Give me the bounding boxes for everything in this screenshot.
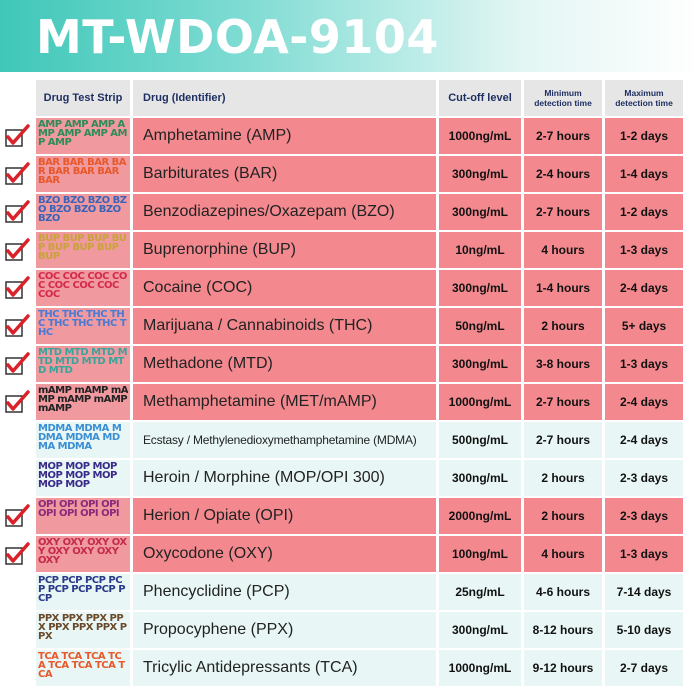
max-detection-cell	[605, 650, 683, 686]
drug-cell	[133, 118, 436, 154]
header-strip: Drug Test Strip	[36, 80, 130, 116]
table-row	[0, 270, 700, 306]
strip-label: BZO BZO BZO BZO BZO BZO BZO BZO	[38, 196, 127, 224]
table-row	[0, 346, 700, 382]
max-detection-value: 7-14 days	[616, 585, 672, 599]
test-strip-image	[36, 308, 130, 344]
cutoff-cell	[439, 612, 521, 648]
min-detection-value: 4-6 hours	[535, 585, 590, 599]
drug-name: Ecstasy / Methylenedioxymethamphetamine (MDMA)	[143, 433, 417, 447]
header-max-line2: detection time	[615, 98, 673, 108]
drug-cell	[133, 194, 436, 230]
test-strip-image	[36, 612, 130, 648]
cutoff-value: 100ng/mL	[451, 547, 508, 561]
header-min-line2: detection time	[534, 98, 592, 108]
min-detection-value: 2-7 hours	[535, 129, 590, 143]
strip-label: BAR BAR BAR BAR BAR BAR BAR BAR	[38, 158, 126, 186]
test-strip-image	[36, 460, 130, 496]
max-detection-cell	[605, 194, 683, 230]
drug-panel-table	[0, 80, 700, 688]
drug-name: Buprenorphine (BUP)	[143, 241, 296, 258]
drug-name: Amphetamine (AMP)	[143, 127, 292, 144]
table-row	[0, 536, 700, 572]
strip-label: COC COC COC COC COC COC COC COC	[38, 272, 127, 300]
checkbox-checked-icon	[4, 162, 30, 188]
strip-label: BUP BUP BUP BUP BUP BUP BUP BUP	[38, 234, 127, 262]
drug-name: Phencyclidine (PCP)	[143, 583, 290, 600]
min-detection-cell	[524, 346, 602, 382]
drug-cell	[133, 460, 436, 496]
drug-cell	[133, 384, 436, 420]
max-detection-value: 2-3 days	[619, 509, 669, 523]
cutoff-value: 1000ng/mL	[448, 129, 512, 143]
test-strip-image	[36, 650, 130, 686]
product-title: MT-WDOA-9104	[36, 10, 439, 64]
strip-label: MOP MOP MOP MOP MOP MOP MOP MOP	[38, 462, 117, 490]
max-detection-value: 1-3 days	[619, 547, 669, 561]
strip-label: mAMP mAMP mAMP mAMP mAMP mAMP	[38, 386, 128, 414]
table-row	[0, 308, 700, 344]
max-detection-cell	[605, 384, 683, 420]
min-detection-cell	[524, 612, 602, 648]
checkbox-checked-icon	[4, 124, 30, 150]
cutoff-value: 300ng/mL	[451, 357, 508, 371]
table-row	[0, 156, 700, 192]
min-detection-value: 2-4 hours	[535, 167, 590, 181]
max-detection-value: 1-2 days	[619, 129, 669, 143]
max-detection-cell	[605, 612, 683, 648]
drug-cell	[133, 574, 436, 610]
max-detection-value: 5+ days	[621, 319, 667, 333]
test-strip-image	[36, 346, 130, 382]
max-detection-cell	[605, 460, 683, 496]
max-detection-cell	[605, 232, 683, 268]
drug-name: Heroin / Morphine (MOP/OPI 300)	[143, 469, 385, 486]
cutoff-cell	[439, 460, 521, 496]
cutoff-cell	[439, 270, 521, 306]
table-row	[0, 194, 700, 230]
min-detection-value: 8-12 hours	[532, 623, 594, 637]
drug-cell	[133, 536, 436, 572]
max-detection-cell	[605, 118, 683, 154]
cutoff-value: 300ng/mL	[451, 471, 508, 485]
min-detection-value: 3-8 hours	[535, 357, 590, 371]
max-detection-cell	[605, 308, 683, 344]
checkbox-checked-icon	[4, 314, 30, 340]
drug-cell	[133, 346, 436, 382]
min-detection-cell	[524, 422, 602, 458]
test-strip-image	[36, 536, 130, 572]
cutoff-value: 1000ng/mL	[448, 395, 512, 409]
min-detection-value: 4 hours	[541, 547, 585, 561]
max-detection-value: 2-3 days	[619, 471, 669, 485]
title-banner	[0, 0, 700, 72]
min-detection-value: 1-4 hours	[535, 281, 590, 295]
strip-label: MDMA MDMA MDMA MDMA MDMA MDMA	[38, 424, 122, 452]
cutoff-value: 300ng/mL	[451, 281, 508, 295]
min-detection-cell	[524, 232, 602, 268]
test-strip-image	[36, 156, 130, 192]
min-detection-cell	[524, 118, 602, 154]
header-cutoff: Cut-off level	[439, 80, 521, 116]
cutoff-value: 50ng/mL	[455, 319, 505, 333]
strip-label: MTD MTD MTD MTD MTD MTD MTD MTD	[38, 348, 128, 376]
max-detection-cell	[605, 536, 683, 572]
max-detection-value: 1-4 days	[619, 167, 669, 181]
drug-cell	[133, 232, 436, 268]
strip-label: PPX PPX PPX PPX PPX PPX PPX PPX	[38, 614, 127, 642]
max-detection-value: 1-3 days	[619, 357, 669, 371]
table-row	[0, 460, 700, 496]
table-row	[0, 498, 700, 534]
drug-name: Oxycodone (OXY)	[143, 545, 273, 562]
table-header	[0, 80, 700, 116]
min-detection-value: 4 hours	[541, 243, 585, 257]
cutoff-value: 300ng/mL	[451, 205, 508, 219]
test-strip-image	[36, 118, 130, 154]
cutoff-cell	[439, 384, 521, 420]
strip-label: THC THC THC THC THC THC THC THC	[38, 310, 127, 338]
cutoff-value: 2000ng/mL	[448, 509, 512, 523]
min-detection-value: 2-7 hours	[535, 433, 590, 447]
checkbox-checked-icon	[4, 238, 30, 264]
test-strip-image	[36, 422, 130, 458]
strip-label: AMP AMP AMP AMP AMP AMP AMP AMP	[38, 120, 127, 148]
max-detection-value: 2-4 days	[619, 395, 669, 409]
max-detection-value: 1-3 days	[619, 243, 669, 257]
header-min-detection	[524, 80, 602, 116]
drug-cell	[133, 270, 436, 306]
drug-cell	[133, 498, 436, 534]
min-detection-cell	[524, 536, 602, 572]
min-detection-value: 2-7 hours	[535, 205, 590, 219]
table-row	[0, 574, 700, 610]
cutoff-cell	[439, 498, 521, 534]
min-detection-value: 9-12 hours	[532, 661, 594, 675]
drug-name: Methadone (MTD)	[143, 355, 273, 372]
table-row	[0, 650, 700, 686]
checkbox-checked-icon	[4, 542, 30, 568]
drug-name: Tricylic Antidepressants (TCA)	[143, 659, 358, 676]
max-detection-cell	[605, 156, 683, 192]
drug-name: Herion / Opiate (OPI)	[143, 507, 294, 524]
drug-name: Methamphetamine (MET/mAMP)	[143, 393, 377, 410]
max-detection-cell	[605, 498, 683, 534]
drug-cell	[133, 612, 436, 648]
cutoff-cell	[439, 536, 521, 572]
strip-label: PCP PCP PCP PCP PCP PCP PCP PCP	[38, 576, 126, 604]
test-strip-image	[36, 498, 130, 534]
cutoff-cell	[439, 422, 521, 458]
min-detection-cell	[524, 574, 602, 610]
checkbox-checked-icon	[4, 352, 30, 378]
min-detection-cell	[524, 270, 602, 306]
min-detection-cell	[524, 384, 602, 420]
min-detection-cell	[524, 194, 602, 230]
header-min-line1: Minimum	[544, 88, 582, 98]
cutoff-cell	[439, 118, 521, 154]
checkbox-checked-icon	[4, 504, 30, 530]
drug-cell	[133, 308, 436, 344]
drug-cell	[133, 156, 436, 192]
drug-name: Propocyphene (PPX)	[143, 621, 294, 638]
max-detection-cell	[605, 270, 683, 306]
min-detection-cell	[524, 460, 602, 496]
cutoff-cell	[439, 308, 521, 344]
drug-name: Cocaine (COC)	[143, 279, 253, 296]
cutoff-value: 500ng/mL	[451, 433, 508, 447]
min-detection-value: 2 hours	[541, 509, 585, 523]
drug-cell	[133, 650, 436, 686]
cutoff-cell	[439, 650, 521, 686]
cutoff-value: 300ng/mL	[451, 167, 508, 181]
cutoff-cell	[439, 194, 521, 230]
cutoff-cell	[439, 232, 521, 268]
table-row	[0, 422, 700, 458]
cutoff-cell	[439, 574, 521, 610]
table-row	[0, 384, 700, 420]
checkbox-checked-icon	[4, 200, 30, 226]
max-detection-cell	[605, 422, 683, 458]
drug-name: Benzodiazepines/Oxazepam (BZO)	[143, 203, 395, 220]
min-detection-cell	[524, 650, 602, 686]
test-strip-image	[36, 194, 130, 230]
cutoff-value: 25ng/mL	[455, 585, 505, 599]
min-detection-cell	[524, 498, 602, 534]
max-detection-value: 2-7 days	[619, 661, 669, 675]
checkbox-checked-icon	[4, 390, 30, 416]
table-row	[0, 232, 700, 268]
cutoff-value: 300ng/mL	[451, 623, 508, 637]
max-detection-cell	[605, 574, 683, 610]
test-strip-image	[36, 384, 130, 420]
header-drug: Drug (Identifier)	[133, 80, 436, 116]
strip-label: OPI OPI OPI OPI OPI OPI OPI OPI	[38, 500, 120, 519]
table-row	[0, 612, 700, 648]
min-detection-cell	[524, 308, 602, 344]
min-detection-value: 2-7 hours	[535, 395, 590, 409]
max-detection-value: 2-4 days	[619, 433, 669, 447]
strip-label: TCA TCA TCA TCA TCA TCA TCA TCA	[38, 652, 125, 680]
drug-name: Marijuana / Cannabinoids (THC)	[143, 317, 373, 334]
checkbox-checked-icon	[4, 276, 30, 302]
max-detection-value: 5-10 days	[616, 623, 672, 637]
min-detection-value: 2 hours	[541, 319, 585, 333]
header-max-detection	[605, 80, 683, 116]
max-detection-cell	[605, 346, 683, 382]
max-detection-value: 1-2 days	[619, 205, 669, 219]
cutoff-cell	[439, 346, 521, 382]
drug-cell	[133, 422, 436, 458]
min-detection-cell	[524, 156, 602, 192]
drug-name: Barbiturates (BAR)	[143, 165, 278, 182]
test-strip-image	[36, 574, 130, 610]
max-detection-value: 2-4 days	[619, 281, 669, 295]
test-strip-image	[36, 270, 130, 306]
table-row	[0, 118, 700, 154]
min-detection-value: 2 hours	[541, 471, 585, 485]
cutoff-value: 1000ng/mL	[448, 661, 512, 675]
header-max-line1: Maximum	[624, 88, 664, 98]
cutoff-value: 10ng/mL	[455, 243, 505, 257]
test-strip-image	[36, 232, 130, 268]
cutoff-cell	[439, 156, 521, 192]
strip-label: OXY OXY OXY OXY OXY OXY OXY OXY	[38, 538, 127, 566]
